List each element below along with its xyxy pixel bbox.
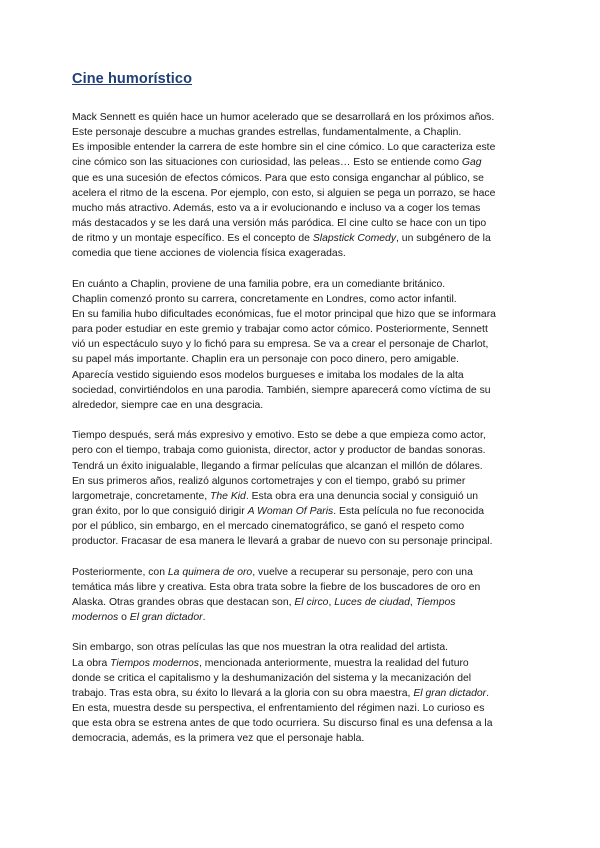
text-line: sociedad, convirtiéndolos en una parodia. También, siempre aparecerá como víctima de su [72,384,491,396]
text-line: Mack Sennett es quién hace un humor acelerado que se desarrollará en los próximos años. [72,112,495,123]
text-line: por el público, sin embargo, en el mercado cinematográfico, se ganó el respeto como [72,521,465,533]
text-line: Posteriormente, con La quimera de oro, vuelve a recuperar su personaje, pero con una [72,566,473,578]
text-line: comedia que tiene acciones de violencia física exageradas. [72,248,346,260]
paragraph [72,277,532,413]
text-line: Tendrá un éxito inigualable, llegando a firmar películas que alcanzan el millón de dólares. [72,460,483,472]
italic-title: El circo [294,596,329,608]
text-line: En su familia hubo dificultades económicas, fue el motor principal que hizo que se informara [72,309,496,321]
italic-title: El gran dictador [413,687,487,699]
italic-title: Tiempos [415,596,456,608]
text-line: gran éxito, por lo que consiguió dirigir A Woman Of Paris. Esta película no fue reconocida [72,506,485,518]
text-line: vió un espectáculo suyo y lo fichó para su empresa. Se va a crear el personaje de Charlot, [72,339,489,351]
text-line: Este personaje descubre a muchas grandes estrellas, fundamentalmente, a Chaplin. [72,127,462,139]
text-line: productor. Fracasar de esa manera le llevará a grabar de nuevo con su personaje principal. [72,536,493,548]
text-line: Sin embargo, son otras películas las que nos muestran la otra realidad del artista. [72,642,449,654]
paragraph [72,640,532,746]
text-line: donde se critica el capitalismo y la deshumanización del sistema y la mecanización del [72,672,472,684]
italic-title: Gag [461,157,482,169]
italic-title: modernos [72,612,119,624]
text-line: de ritmo y un montaje específico. Es el concepto de Slapstick Comedy, un subgénero de la [72,233,491,245]
paragraph [72,110,532,262]
document-body [72,110,532,762]
text-line: cine cómico son las situaciones con curiosidad, las peleas… Esto se entiende como Gag [72,157,482,169]
text-line: que es una sucesión de efectos cómicos. Para que esto consiga enganchar al público, se [72,172,484,184]
text-line: pero con el tiempo, trabaja como guionista, director, actor y productor de bandas sonoras. [72,445,486,457]
text-line: largometraje, concretamente, The Kid. Esta obra era una denuncia social y consiguió un [72,490,479,502]
text-line: Es imposible entender la carrera de este hombre sin el cine cómico. Lo que caracteriza este [72,142,496,154]
text-line: que esta obra se estrena antes de que todo ocurriera. Su discurso final es una defensa a la [72,718,493,730]
text-line: Alaska. Otras grandes obras que destacan son, El circo, Luces de ciudad, Tiempos [72,596,456,608]
italic-title: The Kid [210,490,246,502]
italic-title: La quimera de oro [167,566,253,578]
text-line: Tiempo después, será más expresivo y emotivo. Esto se debe a que empieza como actor, [72,430,486,442]
text-line: En esta, muestra desde su perspectiva, el enfrentamiento del régimen nazi. Lo curioso es [72,703,485,715]
paragraph [72,565,532,626]
italic-title: Tiempos modernos [110,657,199,669]
paragraph [72,428,532,549]
text-line: La obra Tiempos modernos, mencionada anteriormente, muestra la realidad del futuro [72,657,469,669]
italic-title: Slapstick Comedy [312,233,397,245]
text-line: democracia, además, es la primera vez que el personaje habla. [72,733,365,745]
text-line: su papel más importante. Chaplin era un personaje con poco dinero, pero amigable. [72,354,460,366]
italic-title: A Woman Of Paris [247,506,334,518]
text-line: acelera el ritmo de la escena. Por ejemplo, con esto, si alguien se pega un porrazo, se hace [72,187,496,199]
text-line: temática más libre y creativa. Esta obra trata sobre la fiebre de los buscadores de oro en [72,581,481,593]
text-line: trabajo. Tras esta obra, su éxito lo llevará a la gloria con su obra maestra, El gran dictador. [72,687,490,699]
text-line: Aparecía vestido siguiendo esos modelos burgueses e imitaba los modales de la alta [72,369,464,381]
text-line: En sus primeros años, realizó algunos cortometrajes y con el tiempo, grabó su primer [72,475,466,487]
text-line: para poder estudiar en este gremio y trabajar como actor cómico. Posteriormente, Sennett [72,324,488,336]
text-line: más destacados y se les dará una versión más paródica. El cine culto se hace con un tipo [72,218,487,230]
text-line: modernos o El gran dictador. [72,612,206,624]
text-line: alrededor, siempre cae en una desgracia. [72,399,264,411]
italic-title: Luces de ciudad [334,596,410,608]
text-line: En cuánto a Chaplin, proviene de una familia pobre, era un comediante británico. [72,278,446,290]
italic-title: El gran dictador [129,612,203,624]
page-title: Cine humorístico [72,71,193,87]
text-line: mucho más atractivo. Además, esto va a ir evolucionando e incluso va a coger los temas [72,202,481,214]
text-line: Chaplin comenzó pronto su carrera, concretamente en Londres, como actor infantil. [72,293,457,305]
